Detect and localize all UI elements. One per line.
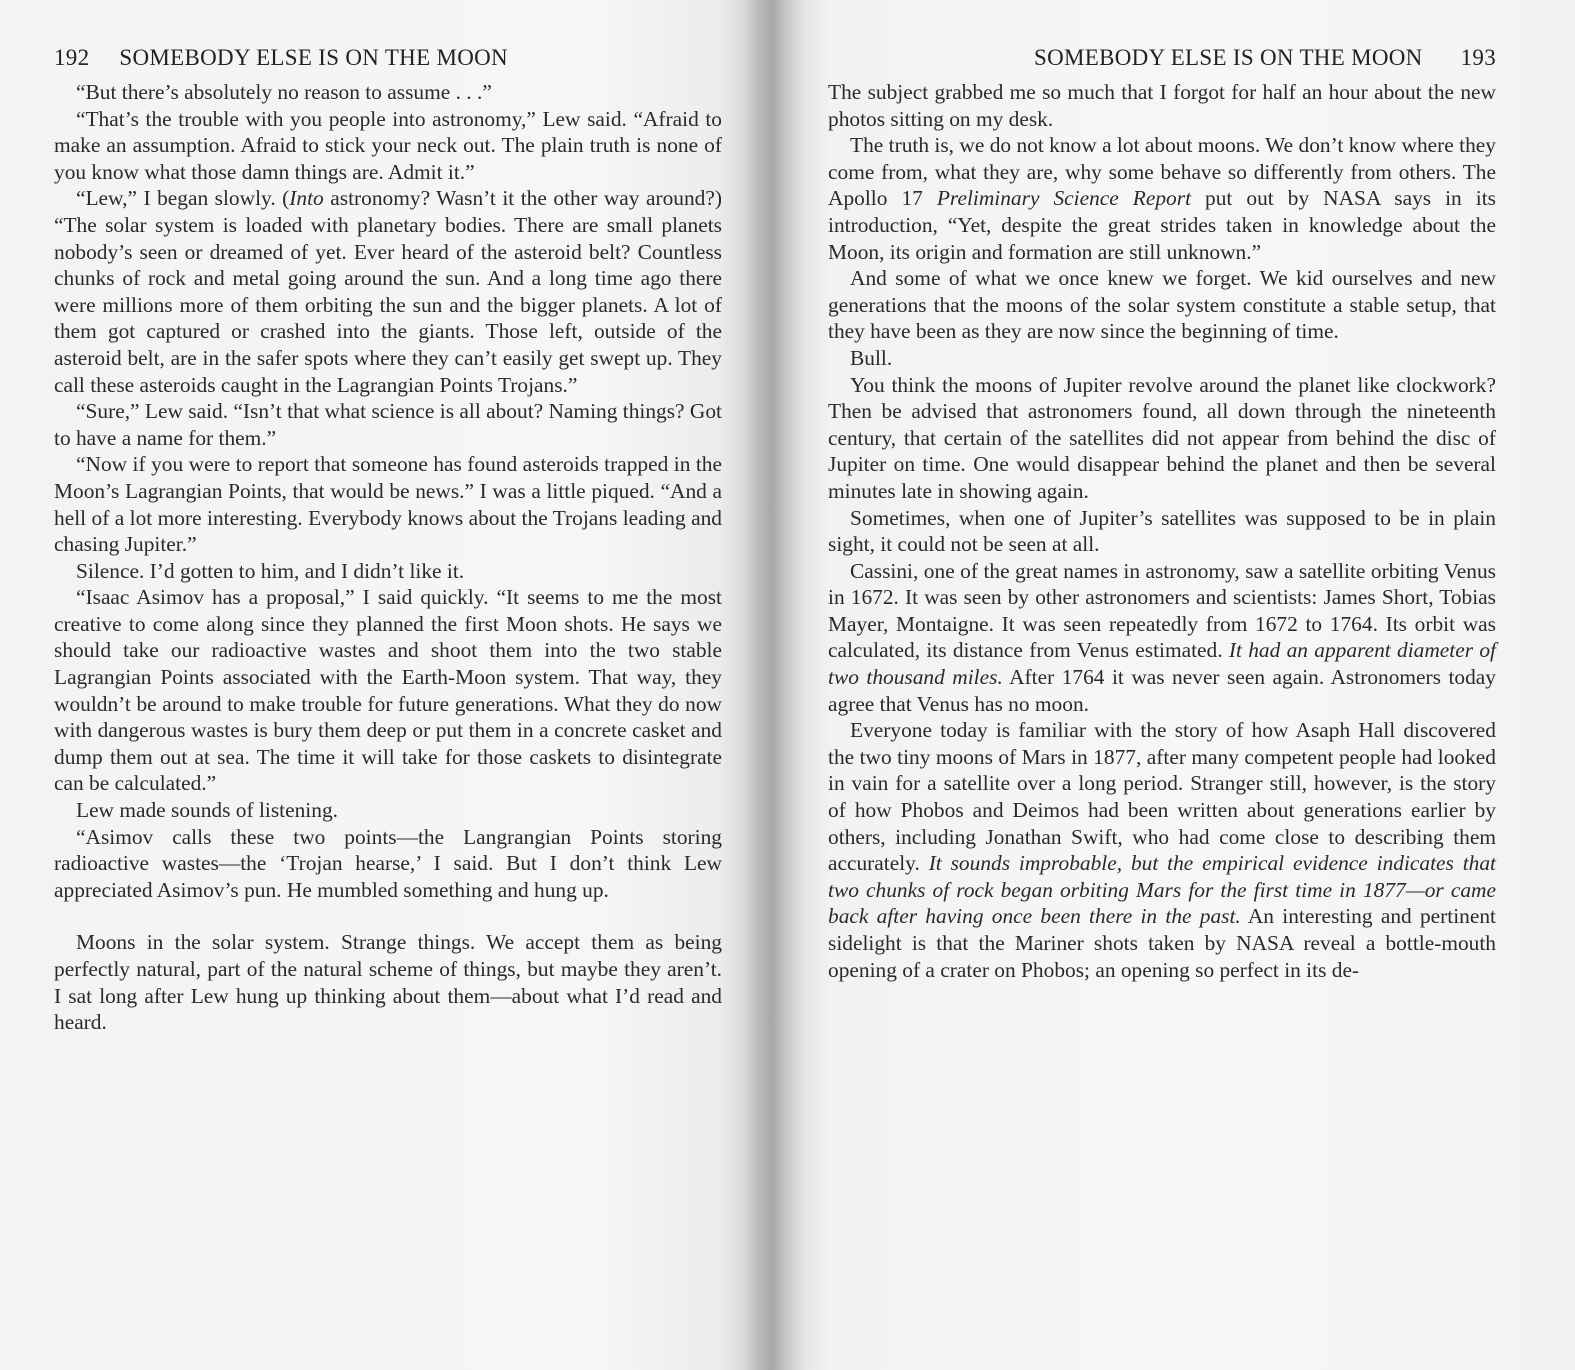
paragraph-text: An interesting and pertinent sidelight is that the Mariner shots taken by NASA reveal a bottle-mouth opening of a crater on Phobos; an opening so perfect in its de- xyxy=(828,904,1496,982)
right-page-body xyxy=(828,79,1496,983)
paragraph: “But there’s absolutely no reason to assume . . .” xyxy=(76,80,492,104)
paragraph: Sometimes, when one of Jupiter’s satellites was supposed to be in plain sight, it could not be seen at all. xyxy=(828,505,1496,557)
paragraph: Bull. xyxy=(850,345,893,370)
paragraph-text: put out by NASA says in its introduction, “Yet, despite the great strides taken in knowledge about the Moon, its origin and formation are still unknown.” xyxy=(828,186,1496,264)
paragraph-continued: The subject grabbed me so much that I forgot for half an hour about the new photos sitting on my desk. xyxy=(828,80,1496,131)
page-number-right: 193 xyxy=(1460,45,1496,70)
italic-emphasis: It sounds improbable, but the empirical evidence indicates that two chunks of rock began orbiting Mars for the first time in 1877—or came back after having once been there in the past. xyxy=(828,851,1496,929)
running-head-left xyxy=(54,45,722,75)
paragraph: Silence. I’d gotten to him, and I didn’t like it. xyxy=(76,558,465,583)
running-title-right: SOMEBODY ELSE IS ON THE MOON xyxy=(1034,45,1423,70)
italic-emphasis: Into xyxy=(289,186,324,211)
paragraph: “That’s the trouble with you people into astronomy,” Lew said. “Afraid to make an assumption. Afraid to stick your neck out. The plain truth is none of you know what those damn things are. Admit it.” xyxy=(54,106,722,184)
paragraph-section-start: Moons in the solar system. Strange things. We accept them as being perfectly natural, part of the natural scheme of things, but maybe they aren’t. I sat long after Lew hung up thinking about them—about what I’d read and heard. xyxy=(54,930,722,1035)
paragraph xyxy=(828,558,1496,718)
paragraph-text: After 1764 it was never seen again. Astronomers today agree that Venus has no moon. xyxy=(828,665,1496,716)
paragraph-text: Cassini, one of the great names in astronomy, saw a satellite orbiting Venus in 1672. It was seen by other astronomers and scientists: James Short, Tobias Mayer, Montaigne. It was seen repeatedly from 1672 to 1764. Its orbit was calculated, its distance from Venus estimated. xyxy=(828,558,1496,663)
paragraph: “Now if you were to report that someone has found asteroids trapped in the Moon’s Lagrangian Points, that would be news.” I was a little piqued. “And a hell of a lot more interesting. Everybody knows about the Trojans leading and chasing Jupiter.” xyxy=(54,452,722,557)
running-head-right xyxy=(828,45,1496,75)
left-page-body xyxy=(54,79,722,1036)
paragraph-text: The truth is, we do not know a lot about moons. We don’t know where they come from, what they are, why some behave so differently from others. The Apollo 17 xyxy=(828,133,1496,211)
paragraph-text: “Lew,” I began slowly. ( xyxy=(76,186,290,211)
paragraph xyxy=(828,132,1496,265)
paragraph xyxy=(54,185,722,398)
paragraph-text: astronomy? Wasn’t it the other way around?) “The solar system is loaded with planetary bodies. There are small planets nobody’s seen or dreamed of yet. Ever heard of the asteroid belt? Countless chunks of rock and metal going around the sun. And a long time ago there were millions more of them orbiting the sun and the bigger planets. A lot of them got captured or crashed into the giants. Those left, outside of the asteroid belt, are in the safer spots where they can’t easily get swept up. They call these asteroids caught in the Lagrangian Points Trojans.” xyxy=(54,186,722,397)
paragraph: “Asimov calls these two points—the Langrangian Points storing radioactive wastes—the ‘Trojan hearse,’ I said. But I don’t think Lew appreciated Asimov’s pun. He mumbled something and hung up. xyxy=(54,824,722,902)
paragraph: “Sure,” Lew said. “Isn’t that what science is all about? Naming things? Got to have a name for them.” xyxy=(54,399,722,450)
paragraph xyxy=(828,717,1496,983)
paragraph: “Isaac Asimov has a proposal,” I said quickly. “It seems to me the most creative to come along since they planned the first Moon shots. He says we should take our radioactive wastes and shoot them into the two stable Lagrangian Points associated with the Earth-Moon system. That way, they wouldn’t be around to make trouble for future generations. What they do now with dangerous wastes is bury them deep or put them in a concrete casket and dump them out at sea. The time it will take for those caskets to disintegrate can be calculated.” xyxy=(54,585,722,796)
left-page xyxy=(54,45,722,1036)
italic-title: Preliminary Science Report xyxy=(936,186,1192,211)
right-page xyxy=(828,45,1496,983)
paragraph: Lew made sounds of listening. xyxy=(76,798,338,823)
paragraph: And some of what we once knew we forget. We kid ourselves and new generations that the moons of the solar system constitute a stable setup, that they have been as they are now since the beginning of time. xyxy=(828,266,1496,344)
page-number-left: 192 xyxy=(54,45,90,70)
italic-emphasis: It had an apparent diameter of two thousand miles. xyxy=(828,638,1496,690)
paragraph-text: Everyone today is familiar with the story of how Asaph Hall discovered the two tiny moons of Mars in 1877, after many competent people had looked in vain for a satellite over a long period. Stranger still, however, is the story of how Phobos and Deimos had been written about generations earlier by others, including Jonathan Swift, who had come close to describing them accurately. xyxy=(828,718,1496,876)
running-title-left: SOMEBODY ELSE IS ON THE MOON xyxy=(119,45,508,70)
paragraph: You think the moons of Jupiter revolve around the planet like clockwork? Then be advised that astronomers found, all down through the nineteenth century, that certain of the satellites did not appear from behind the disc of Jupiter on time. One would disappear behind the planet and then be several minutes late in showing again. xyxy=(828,372,1496,503)
